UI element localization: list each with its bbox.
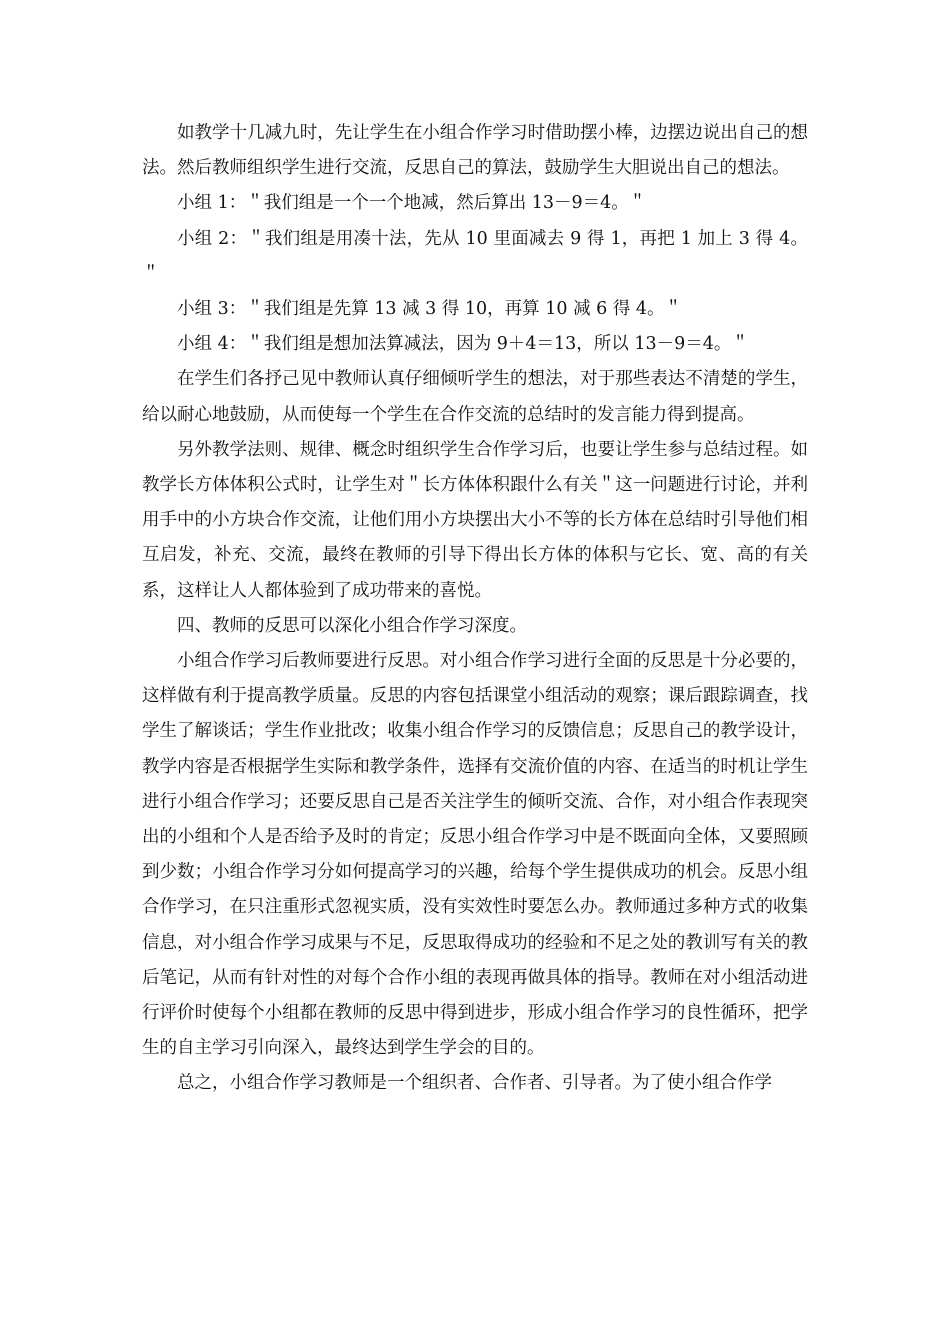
paragraph-group-2: 小组 2：＂我们组是用凑十法，先从 10 里面减去 9 得 1，再把 1 加上 3 得 4。＂ [142, 228, 808, 284]
paragraph-teacher-listening: 在学生们各抒己见中教师认真仔细倾听学生的想法，对于那些表达不清楚的学生，给以耐心地鼓励，从而使每一个学生在合作交流的总结时的发言能力得到提高。 [142, 369, 808, 425]
paragraph-group-3: 小组 3：＂我们组是先算 13 减 3 得 10，再算 10 减 6 得 4。＂ [177, 299, 683, 320]
section-heading-reflection: 四、教师的反思可以深化小组合作学习深度。 [177, 615, 527, 636]
paragraph-reflection: 小组合作学习后教师要进行反思。对小组合作学习进行全面的反思是十分必要的，这样做有利于提高教学质量。反思的内容包括课堂小组活动的观察；课后跟踪调查，找学生了解谈话；学生作业批改；收集小组合作学习的反馈信息；反思自己的教学设计，教学内容是否根据学生实际和教学条件，选择有交流价值的内容、在适当的时机让学生进行小组合作学习；还要反思自己是否关注学生的倾听交流、合作，对小组合作表现突出的小组和个人是否给予及时的肯定；反思小组合作学习中是不既面向全体，又要照顾到少数；小组合作学习分如何提高学习的兴趣，给每个学生提供成功的机会。反思小组合作学习，在只注重形式忽视实质，没有实效性时要怎么办。教师通过多种方式的收集信息，对小组合作学习成果与不足，反思取得成功的经验和不足之处的教训写有关的教后笔记，从而有针对性的对每个合作小组的表现再做具体的指导。教师在对小组活动进行评价时使每个小组都在教师的反思中得到进步，形成小组合作学习的良性循环，把学生的自主学习引向深入，最终达到学生学会的目的。 [142, 651, 808, 1059]
paragraph-example-intro: 如教学十几减九时，先让学生在小组合作学习时借助摆小棒，边摆边说出自己的想法。然后教师组织学生进行交流，反思自己的算法，鼓励学生大胆说出自己的想法。 [142, 123, 808, 179]
paragraph-group-1: 小组 1：＂我们组是一个一个地减，然后算出 13－9＝4。＂ [177, 193, 647, 214]
paragraph-group-4: 小组 4：＂我们组是想加法算减法，因为 9＋4＝13，所以 13－9＝4。＂ [177, 334, 749, 355]
document-body [142, 116, 808, 1102]
paragraph-rules-summary: 另外教学法则、规律、概念时组织学生合作学习后，也要让学生参与总结过程。如教学长方体体积公式时，让学生对＂长方体体积跟什么有关＂这一问题进行讨论，并利用手中的小方块合作交流，让他们用小方块摆出大小不等的长方体在总结时引导他们相互启发，补充、交流，最终在教师的引导下得出长方体的体积与它长、宽、高的有关系，这样让人人都体验到了成功带来的喜悦。 [142, 439, 808, 601]
paragraph-conclusion: 总之，小组合作学习教师是一个组织者、合作者、引导者。为了使小组合作学 [177, 1073, 772, 1094]
